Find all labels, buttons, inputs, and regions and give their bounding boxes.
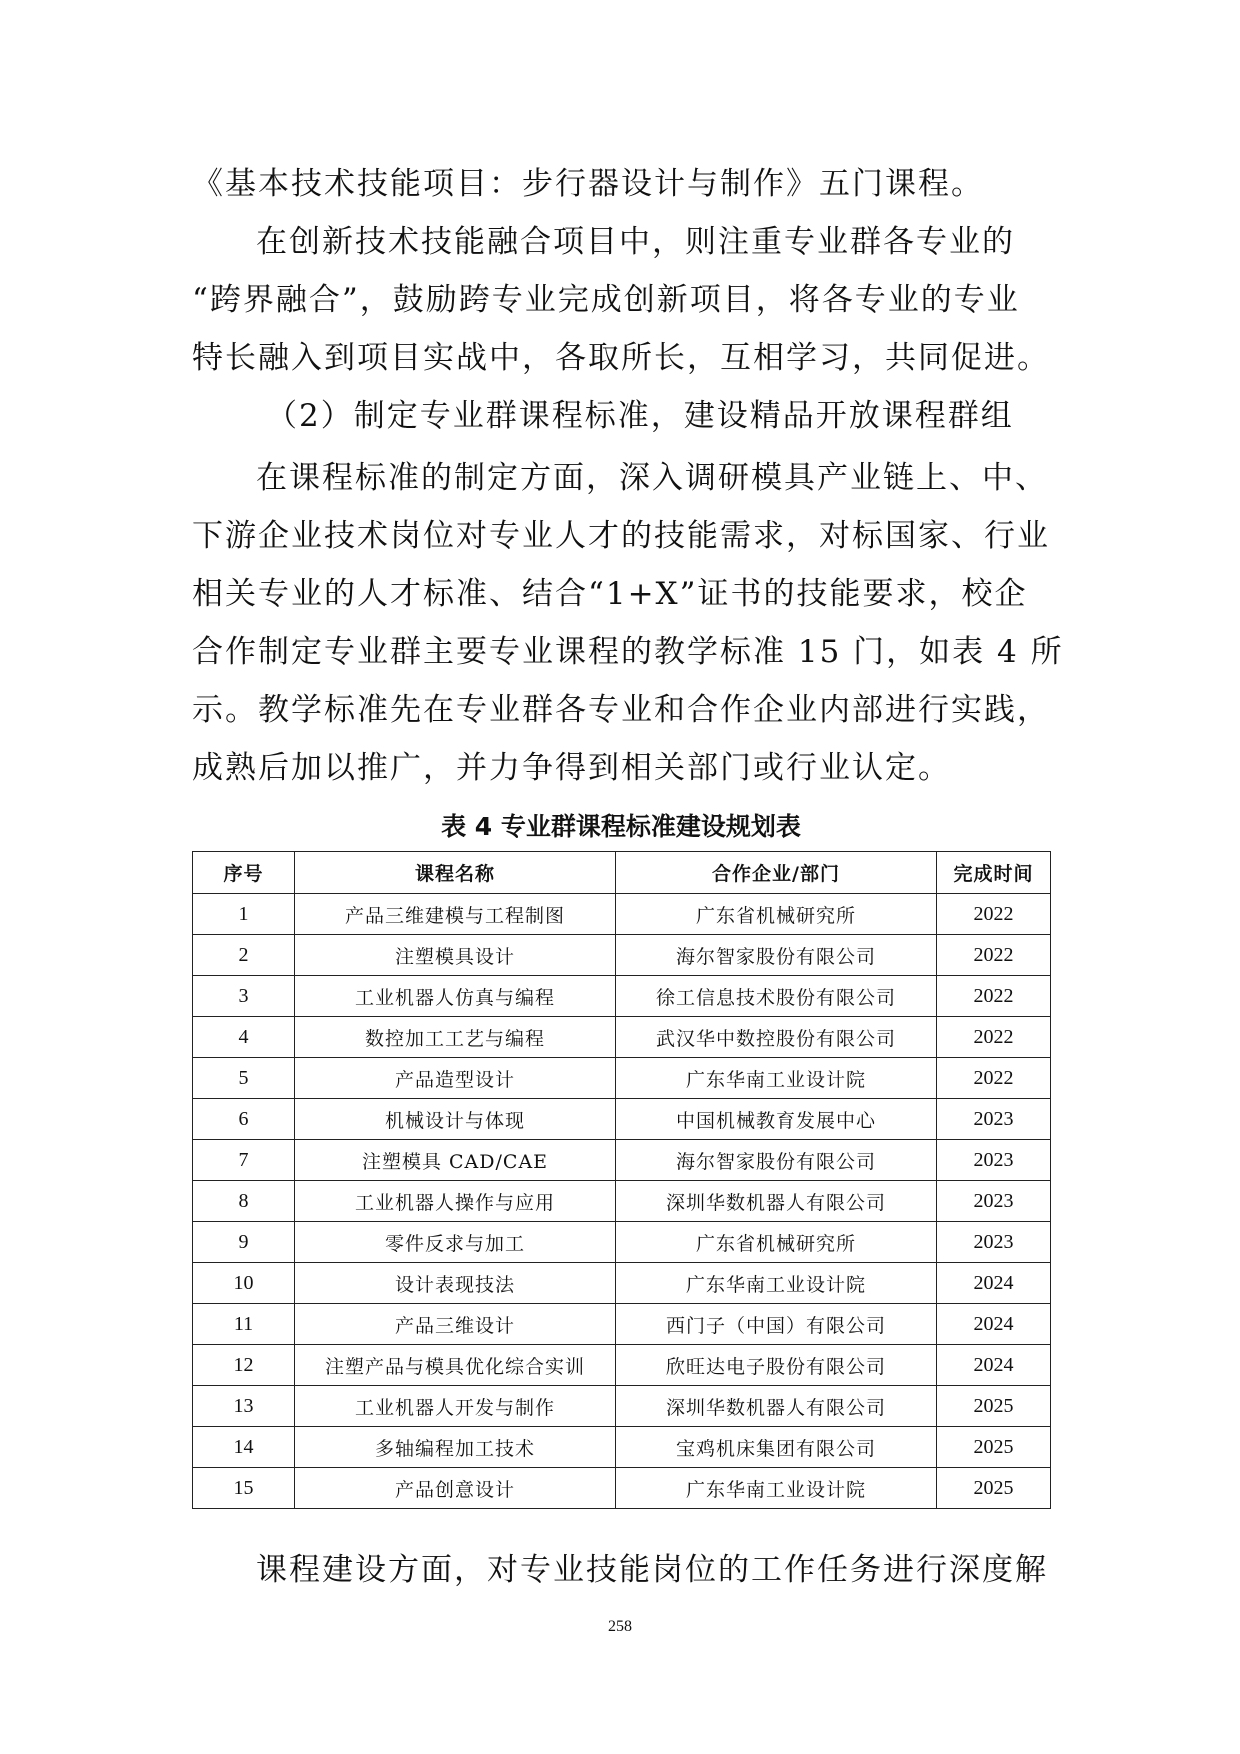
cell-partner: 广东华南工业设计院 [616,1468,937,1509]
cell-no: 2 [193,935,295,976]
cell-course: 工业机器人仿真与编程 [295,976,616,1017]
cell-course: 注塑模具 CAD/CAE [295,1140,616,1181]
cell-course: 产品造型设计 [295,1058,616,1099]
cell-no: 4 [193,1017,295,1058]
section-heading: （2）制定专业群课程标准，建设精品开放课程群组 [266,398,1014,434]
cell-no: 10 [193,1263,295,1304]
paragraph-block-top [192,155,1054,445]
table-row [193,1263,1051,1304]
table-row [193,976,1051,1017]
cell-partner: 深圳华数机器人有限公司 [616,1181,937,1222]
cell-partner: 武汉华中数控股份有限公司 [616,1017,937,1058]
table-row [193,1099,1051,1140]
cell-no: 5 [193,1058,295,1099]
text-line: 下游企业技术岗位对专业人才的技能需求，对标国家、行业 [192,518,1050,554]
table-header-row [193,852,1051,894]
cell-year: 2022 [937,1017,1051,1058]
text-line: 成熟后加以推广，并力争得到相关部门或行业认定。 [192,750,951,786]
text-line: 合作制定专业群主要专业课程的教学标准 15 门，如表 4 所 [192,634,1064,670]
table-row [193,1058,1051,1099]
cell-no: 6 [193,1099,295,1140]
cell-year: 2022 [937,1058,1051,1099]
cell-partner: 徐工信息技术股份有限公司 [616,976,937,1017]
paragraph-block-bottom [192,1541,1054,1599]
cell-course: 机械设计与体现 [295,1099,616,1140]
cell-no: 14 [193,1427,295,1468]
cell-course: 注塑模具设计 [295,935,616,976]
cell-no: 7 [193,1140,295,1181]
table-row [193,1304,1051,1345]
text-line: 《基本技术技能项目：步行器设计与制作》五门课程。 [192,166,984,202]
cell-no: 9 [193,1222,295,1263]
table-row [193,1386,1051,1427]
cell-no: 3 [193,976,295,1017]
table-caption: 表 4 专业群课程标准建设规划表 [441,812,801,841]
cell-partner: 欣旺达电子股份有限公司 [616,1345,937,1386]
table-row [193,1181,1051,1222]
cell-no: 12 [193,1345,295,1386]
table-row [193,1345,1051,1386]
cell-year: 2024 [937,1304,1051,1345]
cell-no: 11 [193,1304,295,1345]
page-number: 258 [608,1618,632,1635]
text-line: 在课程标准的制定方面，深入调研模具产业链上、中、 [256,460,1048,496]
header-no: 序号 [193,852,295,894]
table-row [193,1140,1051,1181]
cell-year: 2025 [937,1427,1051,1468]
cell-year: 2024 [937,1345,1051,1386]
table-row [193,1427,1051,1468]
cell-year: 2025 [937,1386,1051,1427]
cell-course: 产品三维设计 [295,1304,616,1345]
cell-course: 设计表现技法 [295,1263,616,1304]
cell-year: 2022 [937,935,1051,976]
cell-year: 2023 [937,1222,1051,1263]
cell-course: 注塑产品与模具优化综合实训 [295,1345,616,1386]
cell-year: 2024 [937,1263,1051,1304]
table-row [193,935,1051,976]
table-row [193,894,1051,935]
course-standard-table [192,851,1051,1509]
cell-course: 产品创意设计 [295,1468,616,1509]
cell-year: 2022 [937,976,1051,1017]
cell-partner: 宝鸡机床集团有限公司 [616,1427,937,1468]
cell-partner: 西门子（中国）有限公司 [616,1304,937,1345]
cell-course: 多轴编程加工技术 [295,1427,616,1468]
cell-partner: 深圳华数机器人有限公司 [616,1386,937,1427]
table-row [193,1222,1051,1263]
text-line: 特长融入到项目实战中，各取所长，互相学习，共同促进。 [192,340,1050,376]
cell-no: 1 [193,894,295,935]
cell-partner: 广东省机械研究所 [616,1222,937,1263]
header-course: 课程名称 [295,852,616,894]
cell-no: 8 [193,1181,295,1222]
header-partner: 合作企业/部门 [616,852,937,894]
text-line: 在创新技术技能融合项目中，则注重专业群各专业的 [256,224,1015,260]
text-line: 示。教学标准先在专业群各专业和合作企业内部进行实践， [192,692,1050,728]
text-line: 课程建设方面，对专业技能岗位的工作任务进行深度解 [256,1552,1048,1588]
cell-no: 15 [193,1468,295,1509]
header-year: 完成时间 [937,852,1051,894]
text-line: 相关专业的人才标准、结合“1+X”证书的技能要求，校企 [192,576,1028,612]
cell-partner: 广东省机械研究所 [616,894,937,935]
cell-course: 零件反求与加工 [295,1222,616,1263]
text-line: “跨界融合”，鼓励跨专业完成创新项目，将各专业的专业 [192,282,1020,318]
cell-no: 13 [193,1386,295,1427]
cell-course: 数控加工工艺与编程 [295,1017,616,1058]
cell-course: 工业机器人开发与制作 [295,1386,616,1427]
cell-partner: 广东华南工业设计院 [616,1058,937,1099]
cell-year: 2025 [937,1468,1051,1509]
cell-year: 2023 [937,1181,1051,1222]
cell-year: 2023 [937,1099,1051,1140]
cell-year: 2023 [937,1140,1051,1181]
table-row [193,1468,1051,1509]
paragraph-block-middle [192,449,1064,797]
cell-partner: 海尔智家股份有限公司 [616,935,937,976]
cell-course: 工业机器人操作与应用 [295,1181,616,1222]
cell-year: 2022 [937,894,1051,935]
cell-partner: 海尔智家股份有限公司 [616,1140,937,1181]
cell-partner: 广东华南工业设计院 [616,1263,937,1304]
table-row [193,1017,1051,1058]
cell-partner: 中国机械教育发展中心 [616,1099,937,1140]
cell-course: 产品三维建模与工程制图 [295,894,616,935]
